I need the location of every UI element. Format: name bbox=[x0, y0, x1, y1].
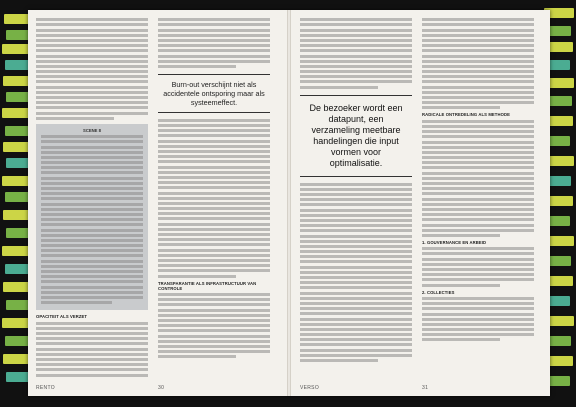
section-heading: OPACITEIT ALS VERZET bbox=[36, 314, 88, 320]
body-text bbox=[422, 297, 534, 342]
body-text bbox=[36, 322, 148, 378]
left-col-2 bbox=[158, 16, 270, 378]
body-text bbox=[158, 293, 270, 358]
body-text bbox=[422, 18, 534, 109]
scene-box-title: SCENE 8 bbox=[83, 127, 101, 133]
list-item-heading: 2. COLLECTIES bbox=[422, 289, 455, 295]
open-book bbox=[28, 10, 550, 396]
body-text bbox=[158, 119, 270, 278]
footer-section: RENTO bbox=[36, 385, 55, 391]
body-text bbox=[300, 183, 412, 362]
pull-quote: Burn-out verschijnt niet als accidentele ontsporing maar als systeemeffect. bbox=[158, 74, 270, 113]
body-text bbox=[422, 247, 534, 286]
book-gutter bbox=[287, 10, 291, 396]
page-number: 31 bbox=[422, 385, 429, 391]
body-text bbox=[422, 120, 534, 237]
body-text bbox=[300, 18, 412, 88]
body-text bbox=[158, 18, 270, 68]
footer-section: VERSO bbox=[300, 385, 320, 391]
left-page bbox=[28, 10, 289, 396]
page-number: 30 bbox=[158, 385, 165, 391]
section-heading: TRANSPARANTIE ALS INFRASTRUCTUUR VAN CONTROLE bbox=[158, 280, 257, 291]
pull-quote: De bezoeker wordt een datapunt, een verzameling meetbare handelingen die input vormen voor optimalisatie. bbox=[300, 95, 412, 177]
right-page bbox=[289, 10, 550, 396]
body-text bbox=[36, 18, 148, 120]
section-heading: RADICALE ONTREDELING ALS METHODE bbox=[422, 112, 510, 118]
left-col-1 bbox=[36, 16, 148, 378]
list-item-heading: 1. GOUVERNANCE EN ARBEID bbox=[422, 239, 487, 245]
right-col-1 bbox=[300, 16, 412, 378]
scene-box bbox=[36, 124, 148, 311]
right-col-2 bbox=[422, 16, 534, 378]
